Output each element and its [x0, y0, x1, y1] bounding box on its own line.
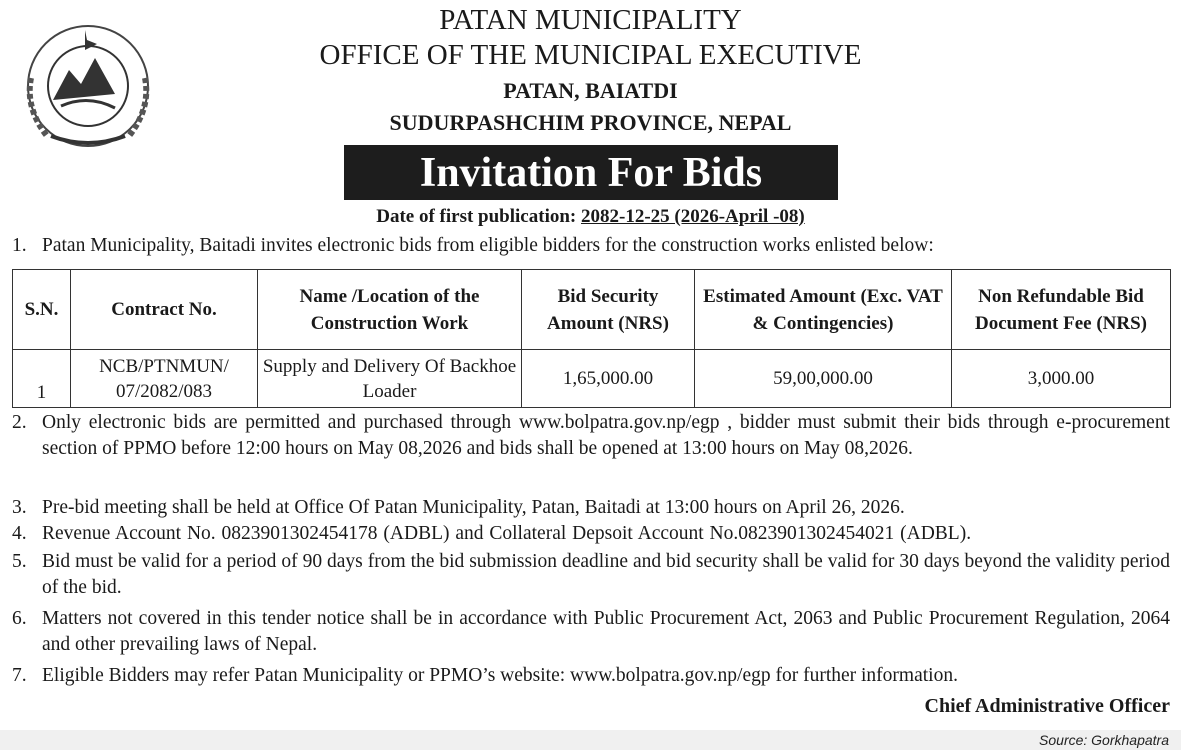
bid-details-table	[12, 269, 1171, 408]
item-number: 6.	[12, 608, 27, 629]
col-header-contract-no: Contract No.	[71, 270, 258, 350]
item-number: 4.	[12, 523, 27, 544]
item-text: Matters not covered in this tender notice shall be in accordance with Public Procurement Act, 2063 and Public Procurement Regulation, 2064 and other prevailing laws of Nepal.	[42, 608, 1170, 655]
publication-date-label: Date of first publication:	[376, 206, 577, 227]
province-location: SUDURPASHCHIM PROVINCE, NEPAL	[389, 110, 792, 135]
cell-document-fee: 3,000.00	[952, 350, 1171, 408]
cell-bid-security: 1,65,000.00	[522, 350, 695, 408]
office-name: OFFICE OF THE MUNICIPAL EXECUTIVE	[319, 39, 862, 71]
source-footer	[0, 730, 1181, 750]
item-text: Patan Municipality, Baitadi invites electronic bids from eligible bidders for the construction works enlisted below:	[42, 235, 934, 256]
publication-date-value: 2082-12-25 (2026-April -08)	[581, 206, 805, 227]
municipality-name: PATAN MUNICIPALITY	[439, 4, 742, 36]
col-header-document-fee: Non Refundable Bid Document Fee (NRS)	[952, 270, 1171, 350]
col-header-estimated-amount: Estimated Amount (Exc. VAT & Contingencies)	[695, 270, 952, 350]
item-number: 5.	[12, 551, 27, 572]
cell-sn: 1	[13, 350, 71, 408]
col-header-bid-security: Bid Security Amount (NRS)	[522, 270, 695, 350]
item-text: Bid must be valid for a period of 90 days from the bid submission deadline and bid security shall be valid for 30 days beyond the validity period of the bid.	[42, 551, 1170, 598]
cell-contract-no: NCB/PTNMUN/ 07/2082/083	[71, 350, 258, 408]
item-text: Eligible Bidders may refer Patan Municipality or PPMO’s website: www.bolpatra.gov.np/egp for further information.	[42, 665, 958, 686]
col-header-work-name: Name /Location of the Construction Work	[258, 270, 522, 350]
publication-date-line	[0, 206, 1181, 228]
item-number: 2.	[12, 412, 27, 433]
item-number: 7.	[12, 665, 27, 686]
letterhead	[0, 0, 1181, 134]
source-credit: Source: Gorkhapatra	[1039, 732, 1169, 748]
table-header-row	[13, 270, 1171, 350]
cell-work-name: Supply and Delivery Of Backhoe Loader	[258, 350, 522, 408]
cell-estimated-amount: 59,00,000.00	[695, 350, 952, 408]
item-text: Only electronic bids are permitted and purchased through www.bolpatra.gov.np/egp , bidder must submit their bids through e-procurement section of PPMO before 12:00 hours on May 08,2026 and bids shall be opened at 13:00 hours on May 08,2026.	[42, 412, 1170, 459]
office-location: PATAN, BAIATDI	[503, 78, 678, 103]
notice-title-banner: Invitation For Bids	[344, 145, 838, 200]
table-row	[13, 350, 1171, 408]
signatory-title: Chief Administrative Officer	[924, 695, 1170, 717]
item-number: 1.	[12, 235, 27, 256]
col-header-sn: S.N.	[13, 270, 71, 350]
item-number: 3.	[12, 497, 27, 518]
item-text: Pre-bid meeting shall be held at Office Of Patan Municipality, Patan, Baitadi at 13:00 hours on April 26, 2026.	[42, 497, 905, 518]
item-text: Revenue Account No. 0823901302454178 (ADBL) and Collateral Depsoit Account No.0823901302454021 (ADBL).	[42, 523, 972, 544]
